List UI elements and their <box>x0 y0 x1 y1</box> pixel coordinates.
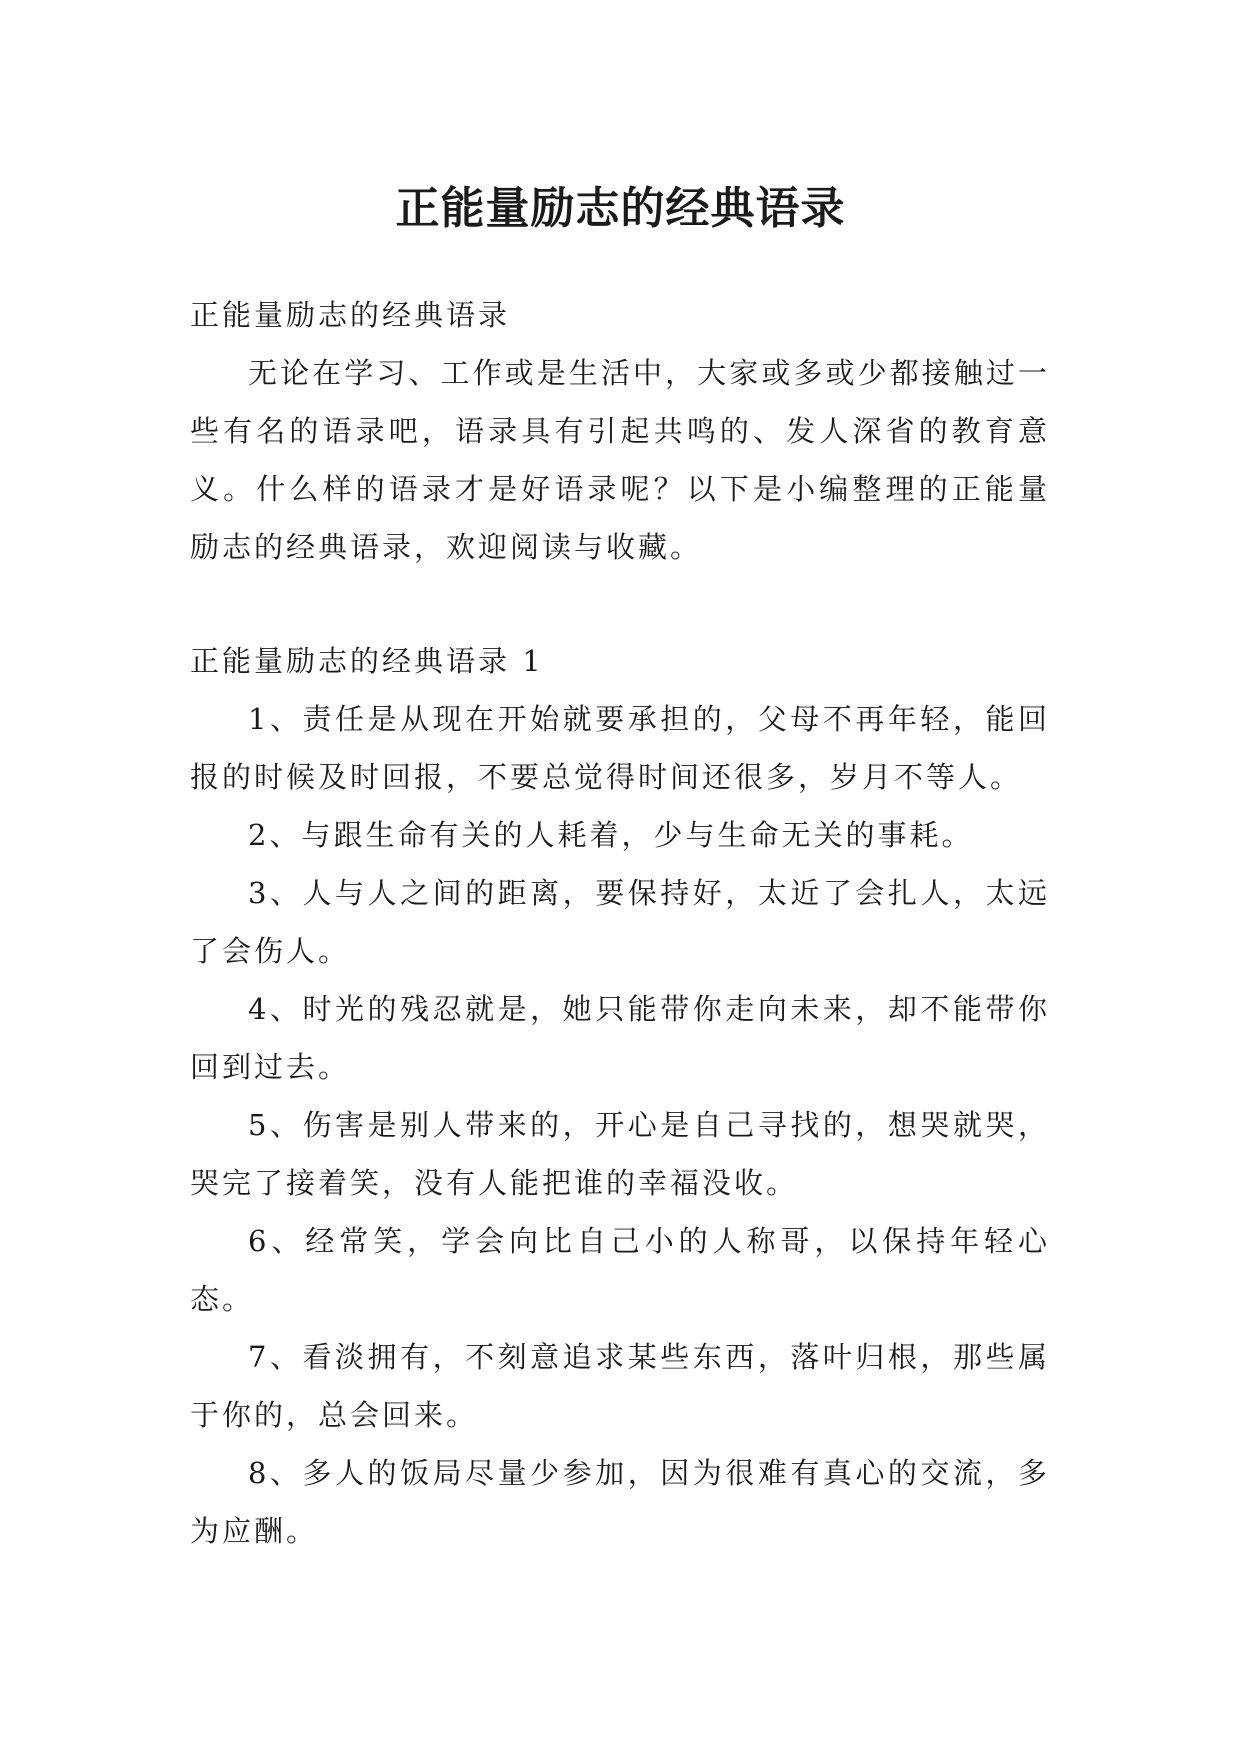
quote-item-5: 5、伤害是别人带来的，开心是自己寻找的，想哭就哭，哭完了接着笑，没有人能把谁的幸福没收。 <box>190 1108 1050 1200</box>
quote-item-8: 8、多人的饭局尽量少参加，因为很难有真心的交流，多为应酬。 <box>190 1456 1050 1548</box>
quote-item-6: 6、经常笑，学会向比自己小的人称哥，以保持年轻心态。 <box>190 1224 1050 1316</box>
intro-section <box>190 286 1050 576</box>
quote-item-7: 7、看淡拥有，不刻意追求某些东西，落叶归根，那些属于你的，总会回来。 <box>190 1340 1050 1432</box>
quote-item-3: 3、人与人之间的距离，要保持好，太近了会扎人，太远了会伤人。 <box>190 876 1050 968</box>
section-heading: 正能量励志的经典语录 1 <box>190 644 544 678</box>
intro-heading: 正能量励志的经典语录 <box>190 298 511 332</box>
quote-item-4: 4、时光的残忍就是，她只能带你走向未来，却不能带你回到过去。 <box>190 992 1050 1084</box>
intro-paragraph: 无论在学习、工作或是生活中，大家或多或少都接触过一些有名的语录吧，语录具有引起共鸣的、发人深省的教育意义。什么样的语录才是好语录呢？以下是小编整理的正能量励志的经典语录，欢迎阅读与收藏。 <box>190 356 1050 564</box>
quote-item-2: 2、与跟生命有关的人耗着，少与生命无关的事耗。 <box>248 818 974 852</box>
quotes-section <box>190 632 1050 1560</box>
quote-item-1: 1、责任是从现在开始就要承担的，父母不再年轻，能回报的时候及时回报，不要总觉得时间还很多，岁月不等人。 <box>190 702 1050 794</box>
document-title: 正能量励志的经典语录 <box>395 183 846 235</box>
